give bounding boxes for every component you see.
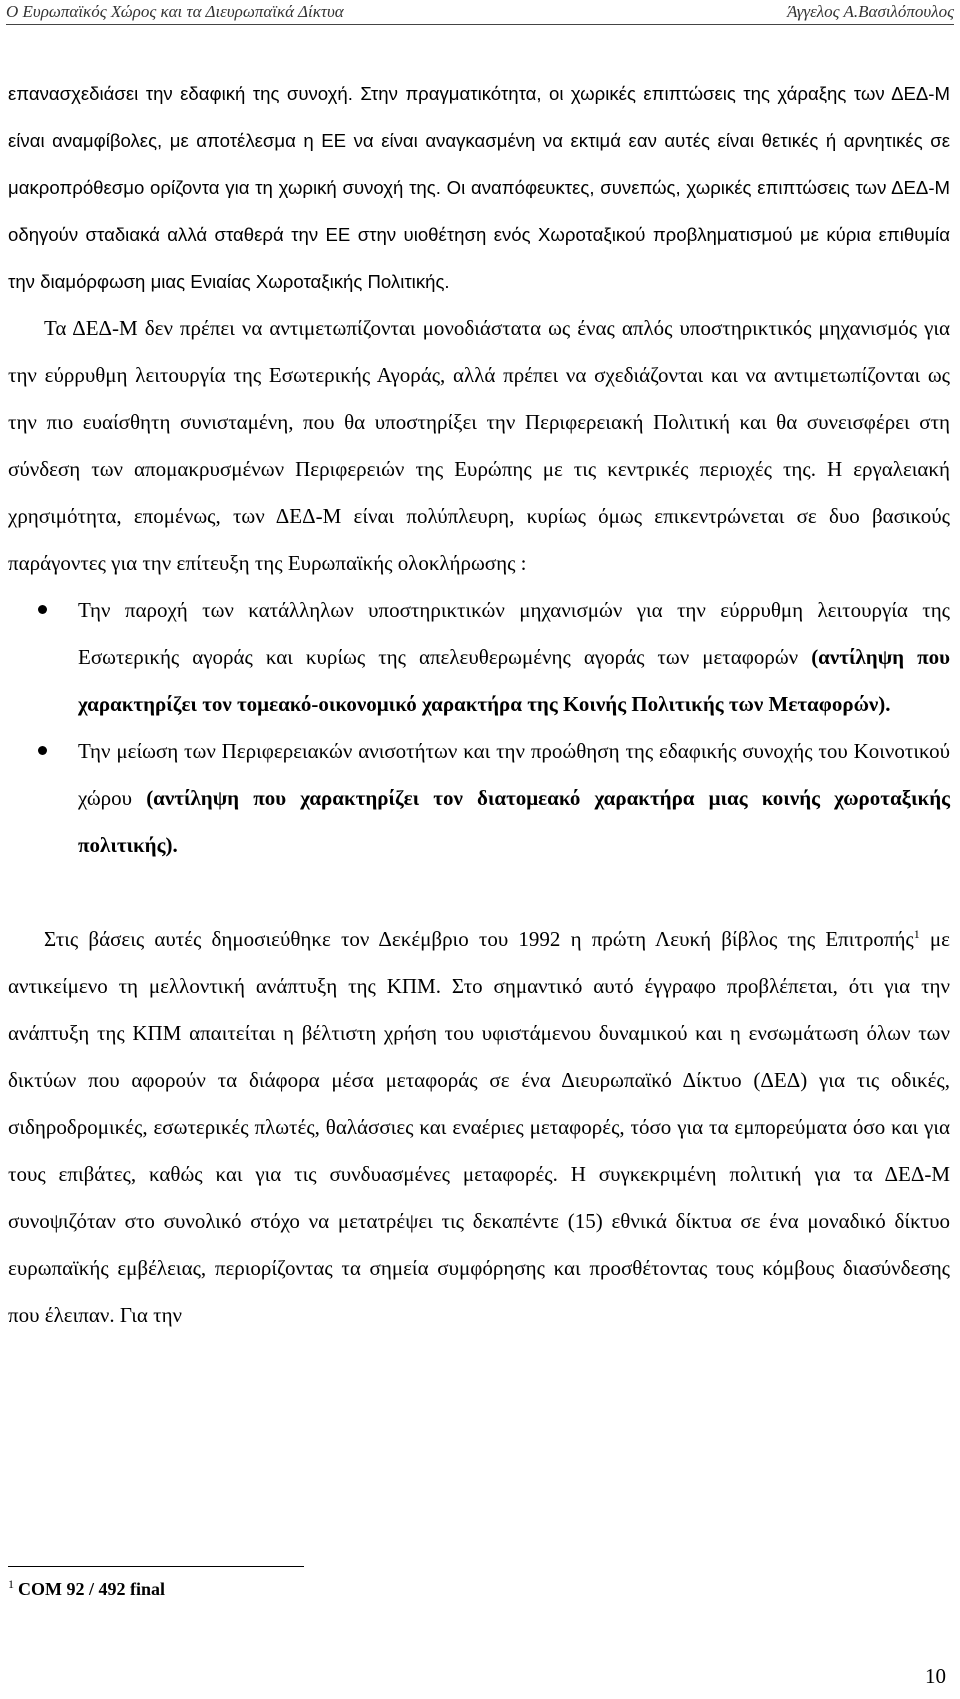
paragraph [8,916,950,1339]
paragraph-spacer [8,869,950,916]
header-title: Ο Ευρωπαϊκός Χώρος και τα Διευρωπαϊκά Δίκτυα [6,2,344,21]
running-header [6,2,954,25]
paragraph-text: με αντικείμενο τη μελλοντική ανάπτυξη της ΚΠΜ. Στο σημαντικό αυτό έγγραφο προβλέπεται, ότι για την ανάπτυξη της ΚΠΜ απαιτείται η βέλτιστη χρήση του υφιστάμενου δυναμικού και η ενσωμάτωση όλων των δικτύων που αφορούν τα διάφορα μέσα μεταφοράς σε ένα Διευρωπαϊκό Δίκτυο (ΔΕΔ) για τις οδικές, σιδηροδρομικές, εσωτερικές πλωτές, θαλάσσιες και εναέριες μεταφορές, τόσο για τα εμπορεύματα όσο και για τους επιβάτες, καθώς και για τις συνδυασμένες μεταφορές. Η συγκεκριμένη πολιτική για τα ΔΕΔ-Μ συνοψιζόταν στο συνολικό στόχο να μετατρέψει τις δεκαπέντε (15) εθνικά δίκτυα σε ένα μοναδικό δίκτυο ευρωπαϊκής εμβέλειας, περιορίζοντας τα σημεία συμφόρησης και προσθέτοντας τους κόμβους διασύνδεσης που έλειπαν. Για την [8,927,951,1327]
list-item-bold-text: (αντίληψη που χαρακτηρίζει τον τομεακό-οικονομικό χαρακτήρα της Κοινής Πολιτικής των Μεταφορών). [78,645,951,716]
paragraph: Τα ΔΕΔ-Μ δεν πρέπει να αντιμετωπίζονται μονοδιάστατα ως ένας απλός υποστηρικτικός μηχανισμός για την εύρρυθμη λειτουργία της Εσωτερικής Αγοράς, αλλά πρέπει να σχεδιάζονται και να αντιμετωπίζονται ως την πιο ευαίσθητη συνισταμένη, που θα υποστηρίξει την Περιφερειακή Πολιτική και θα συνεισφέρει στη σύνδεση των απομακρυσμένων Περιφερειών της Ευρώπης με τις κεντρικές περιοχές της. Η εργαλειακή χρησιμότητα, επομένως, των ΔΕΔ-Μ είναι πολύπλευρη, κυρίως όμως επικεντρώνεται σε δυο βασικούς παράγοντες για την επίτευξη της Ευρωπαϊκής ολοκλήρωσης : [8,316,950,575]
footnote-text: COM 92 / 492 final [18,1579,165,1599]
list-item-text: Την παροχή των κατάλληλων υποστηρικτικών μηχανισμών για την εύρρυθμη λειτουργία της Εσωτερικής αγοράς και κυρίως της απελευθερωμένης αγοράς των μεταφορών [78,598,950,669]
list-item-text: Την μείωση των Περιφερειακών ανισοτήτων και την προώθηση της εδαφικής συνοχής του Κοινοτικού χώρου [78,739,950,810]
footnote-reference[interactable]: 1 [913,927,920,941]
page-number: 10 [925,1664,946,1688]
paragraph-text: Στις βάσεις αυτές δημοσιεύθηκε τον Δεκέμβριο του 1992 η πρώτη Λευκή βίβλος της Επιτροπής [44,927,914,951]
header-author: Άγγελος Α.Βασιλόπουλος [787,2,954,21]
body-text [8,70,950,1339]
bullet-icon [38,605,47,614]
footnote-number: 1 [8,1577,14,1591]
bullet-icon [38,746,47,755]
list-item-bold-text: (αντίληψη που χαρακτηρίζει τον διατομεακό χαρακτήρα μιας κοινής χωροταξικής πολιτικής). [78,786,951,857]
paragraph: επανασχεδιάσει την εδαφική της συνοχή. Στην πραγματικότητα, οι χωρικές επιπτώσεις της χάραξης των ΔΕΔ-Μ είναι αναμφίβολες, με αποτέλεσμα η ΕΕ να είναι αναγκασμένη να εκτιμά εαν αυτές είναι θετικές ή αρνητικές σε μακροπρόθεσμο ορίζοντα για τη χωρική συνοχή της. Οι αναπόφευκτες, συνεπώς, χωρικές επιπτώσεις των ΔΕΔ-Μ οδηγούν σταδιακά αλλά σταθερά την ΕΕ στην υιοθέτηση ενός Χωροταξικού προβληματισμού με κύρια επιθυμία την διαμόρφωση μιας Ενιαίας Χωροταξικής Πολιτικής. [8,83,950,292]
footnote [8,1577,165,1600]
list-item [8,587,950,728]
footnote-separator [8,1566,304,1567]
list-item [8,728,950,869]
bullet-list [8,587,950,869]
